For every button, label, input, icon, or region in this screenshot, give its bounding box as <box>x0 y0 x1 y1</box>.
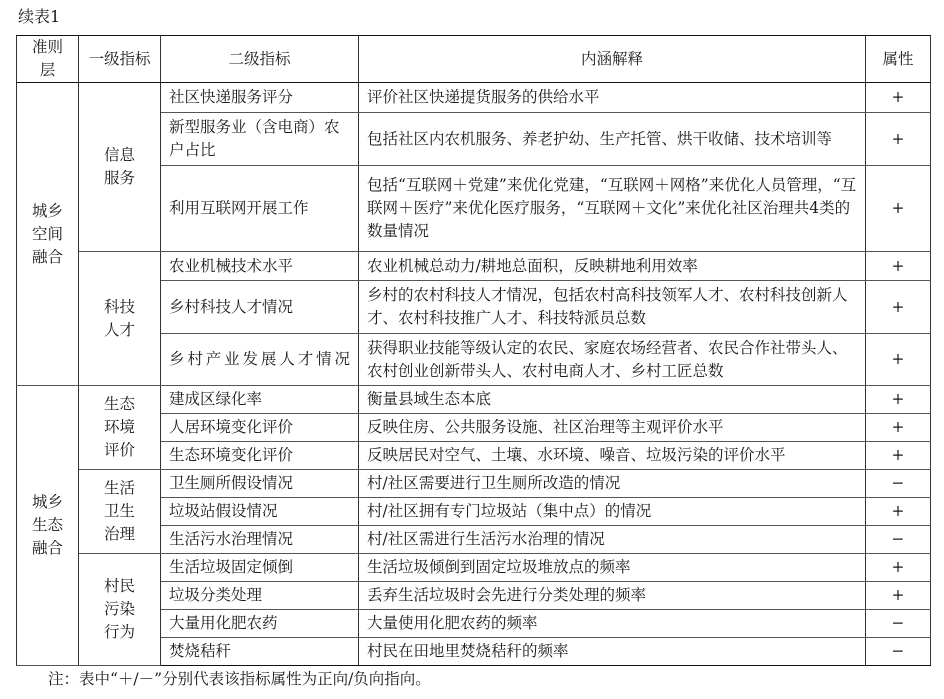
meaning-cell: 包括社区内农机服务、养老护幼、生产托管、烘干收储、技术培训等 <box>359 113 866 166</box>
attribute-cell: − <box>866 638 931 666</box>
primary-indicator-cell: 生态 环境 评价 <box>79 386 161 470</box>
attribute-cell: + <box>866 166 931 252</box>
secondary-indicator-cell: 乡村科技人才情况 <box>161 281 359 334</box>
secondary-indicator-cell: 大量用化肥农药 <box>161 610 359 638</box>
secondary-indicator-cell: 人居环境变化评价 <box>161 414 359 442</box>
meaning-cell: 大量使用化肥农药的频率 <box>359 610 866 638</box>
secondary-indicator-cell: 建成区绿化率 <box>161 386 359 414</box>
table-note: 注：表中“＋/－”分别代表该指标属性为正向/负向指向。 <box>48 670 431 688</box>
secondary-indicator-cell: 生活垃圾固定倾倒 <box>161 554 359 582</box>
attribute-cell: + <box>866 83 931 113</box>
meaning-cell: 包括“互联网＋党建”来优化党建，“互联网＋网格”来优化人员管理，“互联网＋医疗”来优化医疗服务，“互联网＋文化”来优化社区治理共4类的数量情况 <box>359 166 866 252</box>
meaning-cell: 农业机械总动力/耕地总面积，反映耕地利用效率 <box>359 252 866 281</box>
primary-indicator-cell: 村民 污染 行为 <box>79 554 161 666</box>
header-attribute: 属性 <box>866 36 931 83</box>
attribute-cell: + <box>866 582 931 610</box>
attribute-cell: − <box>866 610 931 638</box>
table-row <box>17 470 931 498</box>
meaning-cell: 村/社区需要进行卫生厕所改造的情况 <box>359 470 866 498</box>
secondary-indicator-cell: 垃圾站假设情况 <box>161 498 359 526</box>
header-primary-indicator: 一级指标 <box>79 36 161 83</box>
attribute-cell: − <box>866 526 931 554</box>
table-row <box>17 554 931 582</box>
secondary-indicator-cell: 乡村产业发展人才情况 <box>161 334 359 386</box>
table-row <box>17 386 931 414</box>
secondary-indicator-cell: 生活污水治理情况 <box>161 526 359 554</box>
attribute-cell: + <box>866 281 931 334</box>
attribute-cell: + <box>866 386 931 414</box>
meaning-cell: 反映住房、公共服务设施、社区治理等主观评价水平 <box>359 414 866 442</box>
meaning-cell: 评价社区快递提货服务的供给水平 <box>359 83 866 113</box>
layer-cell: 城乡 生态 融合 <box>17 386 79 666</box>
attribute-cell: + <box>866 414 931 442</box>
table-row <box>17 83 931 113</box>
meaning-cell: 生活垃圾倾倒到固定垃圾堆放点的频率 <box>359 554 866 582</box>
attribute-cell: − <box>866 470 931 498</box>
indicator-table <box>16 35 931 666</box>
meaning-cell: 村民在田地里焚烧秸秆的频率 <box>359 638 866 666</box>
secondary-indicator-cell: 社区快递服务评分 <box>161 83 359 113</box>
meaning-cell: 乡村的农村科技人才情况，包括农村高科技领军人才、农村科技创新人才、农村科技推广人才、科技特派员总数 <box>359 281 866 334</box>
layer-cell: 城乡 空间 融合 <box>17 83 79 386</box>
header-layer: 准则层 <box>17 36 79 83</box>
table-row <box>17 252 931 281</box>
primary-indicator-cell: 生活 卫生 治理 <box>79 470 161 554</box>
secondary-indicator-cell: 新型服务业（含电商）农户占比 <box>161 113 359 166</box>
table-caption: 续表1 <box>18 7 61 26</box>
attribute-cell: + <box>866 554 931 582</box>
primary-indicator-cell: 信息 服务 <box>79 83 161 252</box>
primary-indicator-cell: 科技 人才 <box>79 252 161 386</box>
meaning-cell: 反映居民对空气、土壤、水环境、噪音、垃圾污染的评价水平 <box>359 442 866 470</box>
secondary-indicator-cell: 农业机械技术水平 <box>161 252 359 281</box>
meaning-cell: 村/社区拥有专门垃圾站（集中点）的情况 <box>359 498 866 526</box>
secondary-indicator-cell: 利用互联网开展工作 <box>161 166 359 252</box>
secondary-indicator-cell: 卫生厕所假设情况 <box>161 470 359 498</box>
meaning-cell: 获得职业技能等级认定的农民、家庭农场经营者、农民合作社带头人、农村创业创新带头人、农村电商人才、乡村工匠总数 <box>359 334 866 386</box>
secondary-indicator-cell: 焚烧秸秆 <box>161 638 359 666</box>
attribute-cell: + <box>866 442 931 470</box>
attribute-cell: + <box>866 334 931 386</box>
attribute-cell: + <box>866 113 931 166</box>
meaning-cell: 丢弃生活垃圾时会先进行分类处理的频率 <box>359 582 866 610</box>
meaning-cell: 衡量县域生态本底 <box>359 386 866 414</box>
attribute-cell: + <box>866 252 931 281</box>
attribute-cell: + <box>866 498 931 526</box>
secondary-indicator-cell: 生态环境变化评价 <box>161 442 359 470</box>
header-meaning: 内涵解释 <box>359 36 866 83</box>
table-header-row <box>17 36 931 83</box>
secondary-indicator-cell: 垃圾分类处理 <box>161 582 359 610</box>
header-secondary-indicator: 二级指标 <box>161 36 359 83</box>
meaning-cell: 村/社区需进行生活污水治理的情况 <box>359 526 866 554</box>
